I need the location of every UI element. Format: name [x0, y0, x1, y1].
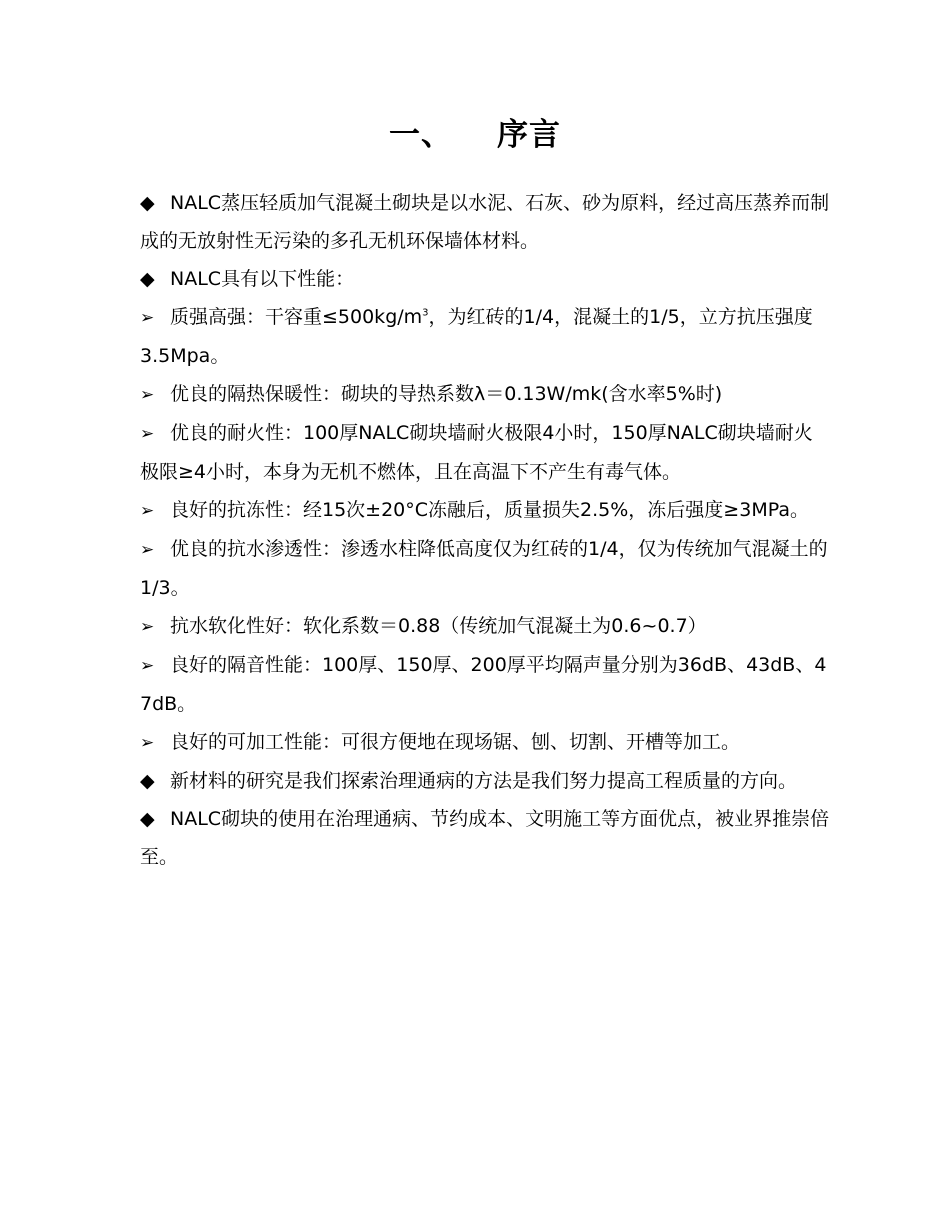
- paragraph-text: 新材料的研究是我们探索治理通病的方法是我们努力提高工程质量的方向。: [170, 770, 798, 792]
- section-body: [140, 184, 830, 876]
- paragraph-properties-lead: [140, 260, 830, 298]
- diamond-bullet-icon: ◆: [140, 268, 155, 290]
- paragraph-research: [140, 762, 830, 800]
- paragraph-text: 优良的耐火性：100厚NALC砌块墙耐火极限4小时，150厚NALC砌块墙耐火极限≥4小时，本身为无机不燃体，且在高温下不产生有毒气体。: [140, 422, 813, 483]
- paragraph-text: NALC蒸压轻质加气混凝土砌块是以水泥、石灰、砂为原料，经过高压蒸养而制成的无放射性无污染的多孔无机环保墙体材料。: [140, 192, 830, 252]
- diamond-bullet-icon: ◆: [140, 808, 155, 830]
- property-insulation: [140, 375, 830, 414]
- arrow-bullet-icon: ➢: [140, 617, 155, 637]
- property-workability: [140, 723, 830, 762]
- property-strength: [140, 298, 830, 375]
- arrow-bullet-icon: ➢: [140, 424, 155, 444]
- paragraph-text: 抗水软化性好：软化系数＝0.88（传统加气混凝土为0.6~0.7）: [170, 615, 707, 637]
- paragraph-text: 良好的可加工性能：可很方便地在现场锯、刨、切割、开槽等加工。: [170, 731, 741, 753]
- property-softening: [140, 607, 830, 646]
- property-water-impermeability: [140, 530, 830, 607]
- property-fire-resistance: [140, 414, 830, 491]
- paragraph-text: NALC砌块的使用在治理通病、节约成本、文明施工等方面优点，被业界推崇倍至。: [140, 808, 830, 868]
- arrow-bullet-icon: ➢: [140, 733, 155, 753]
- diamond-bullet-icon: ◆: [140, 192, 155, 214]
- arrow-bullet-icon: ➢: [140, 656, 155, 676]
- paragraph-text: 良好的抗冻性：经15次±20°C冻融后，质量损失2.5%，冻后强度≥3MPa。: [170, 499, 809, 521]
- property-frost-resistance: [140, 491, 830, 530]
- arrow-bullet-icon: ➢: [140, 308, 155, 328]
- paragraph-usage: [140, 800, 830, 876]
- paragraph-intro: [140, 184, 830, 260]
- superscript-cubic: 3: [422, 307, 429, 319]
- paragraph-text: 优良的抗水渗透性：渗透水柱降低高度仅为红砖的1/4，仅为传统加气混凝土的1/3。: [140, 538, 828, 599]
- diamond-bullet-icon: ◆: [140, 770, 155, 792]
- arrow-bullet-icon: ➢: [140, 501, 155, 521]
- property-sound-insulation: [140, 646, 830, 723]
- paragraph-text: 良好的隔音性能：100厚、150厚、200厚平均隔声量分别为36dB、43dB、47dB。: [140, 654, 827, 715]
- paragraph-text-before: 质强高强：干容重≤500kg/m: [170, 306, 423, 328]
- section-title: [0, 112, 950, 158]
- arrow-bullet-icon: ➢: [140, 540, 155, 560]
- paragraph-text-after: ，为红砖的1/4，混凝土的1/5，立方抗压强度3.5Mpa。: [140, 306, 813, 367]
- paragraph-text: NALC具有以下性能：: [170, 268, 355, 290]
- section-heading: 序言: [497, 117, 561, 153]
- section-number: 一、: [389, 117, 453, 153]
- arrow-bullet-icon: ➢: [140, 385, 155, 405]
- paragraph-text: 优良的隔热保暖性：砌块的导热系数λ＝0.13W/mk(含水率5%时): [170, 383, 723, 405]
